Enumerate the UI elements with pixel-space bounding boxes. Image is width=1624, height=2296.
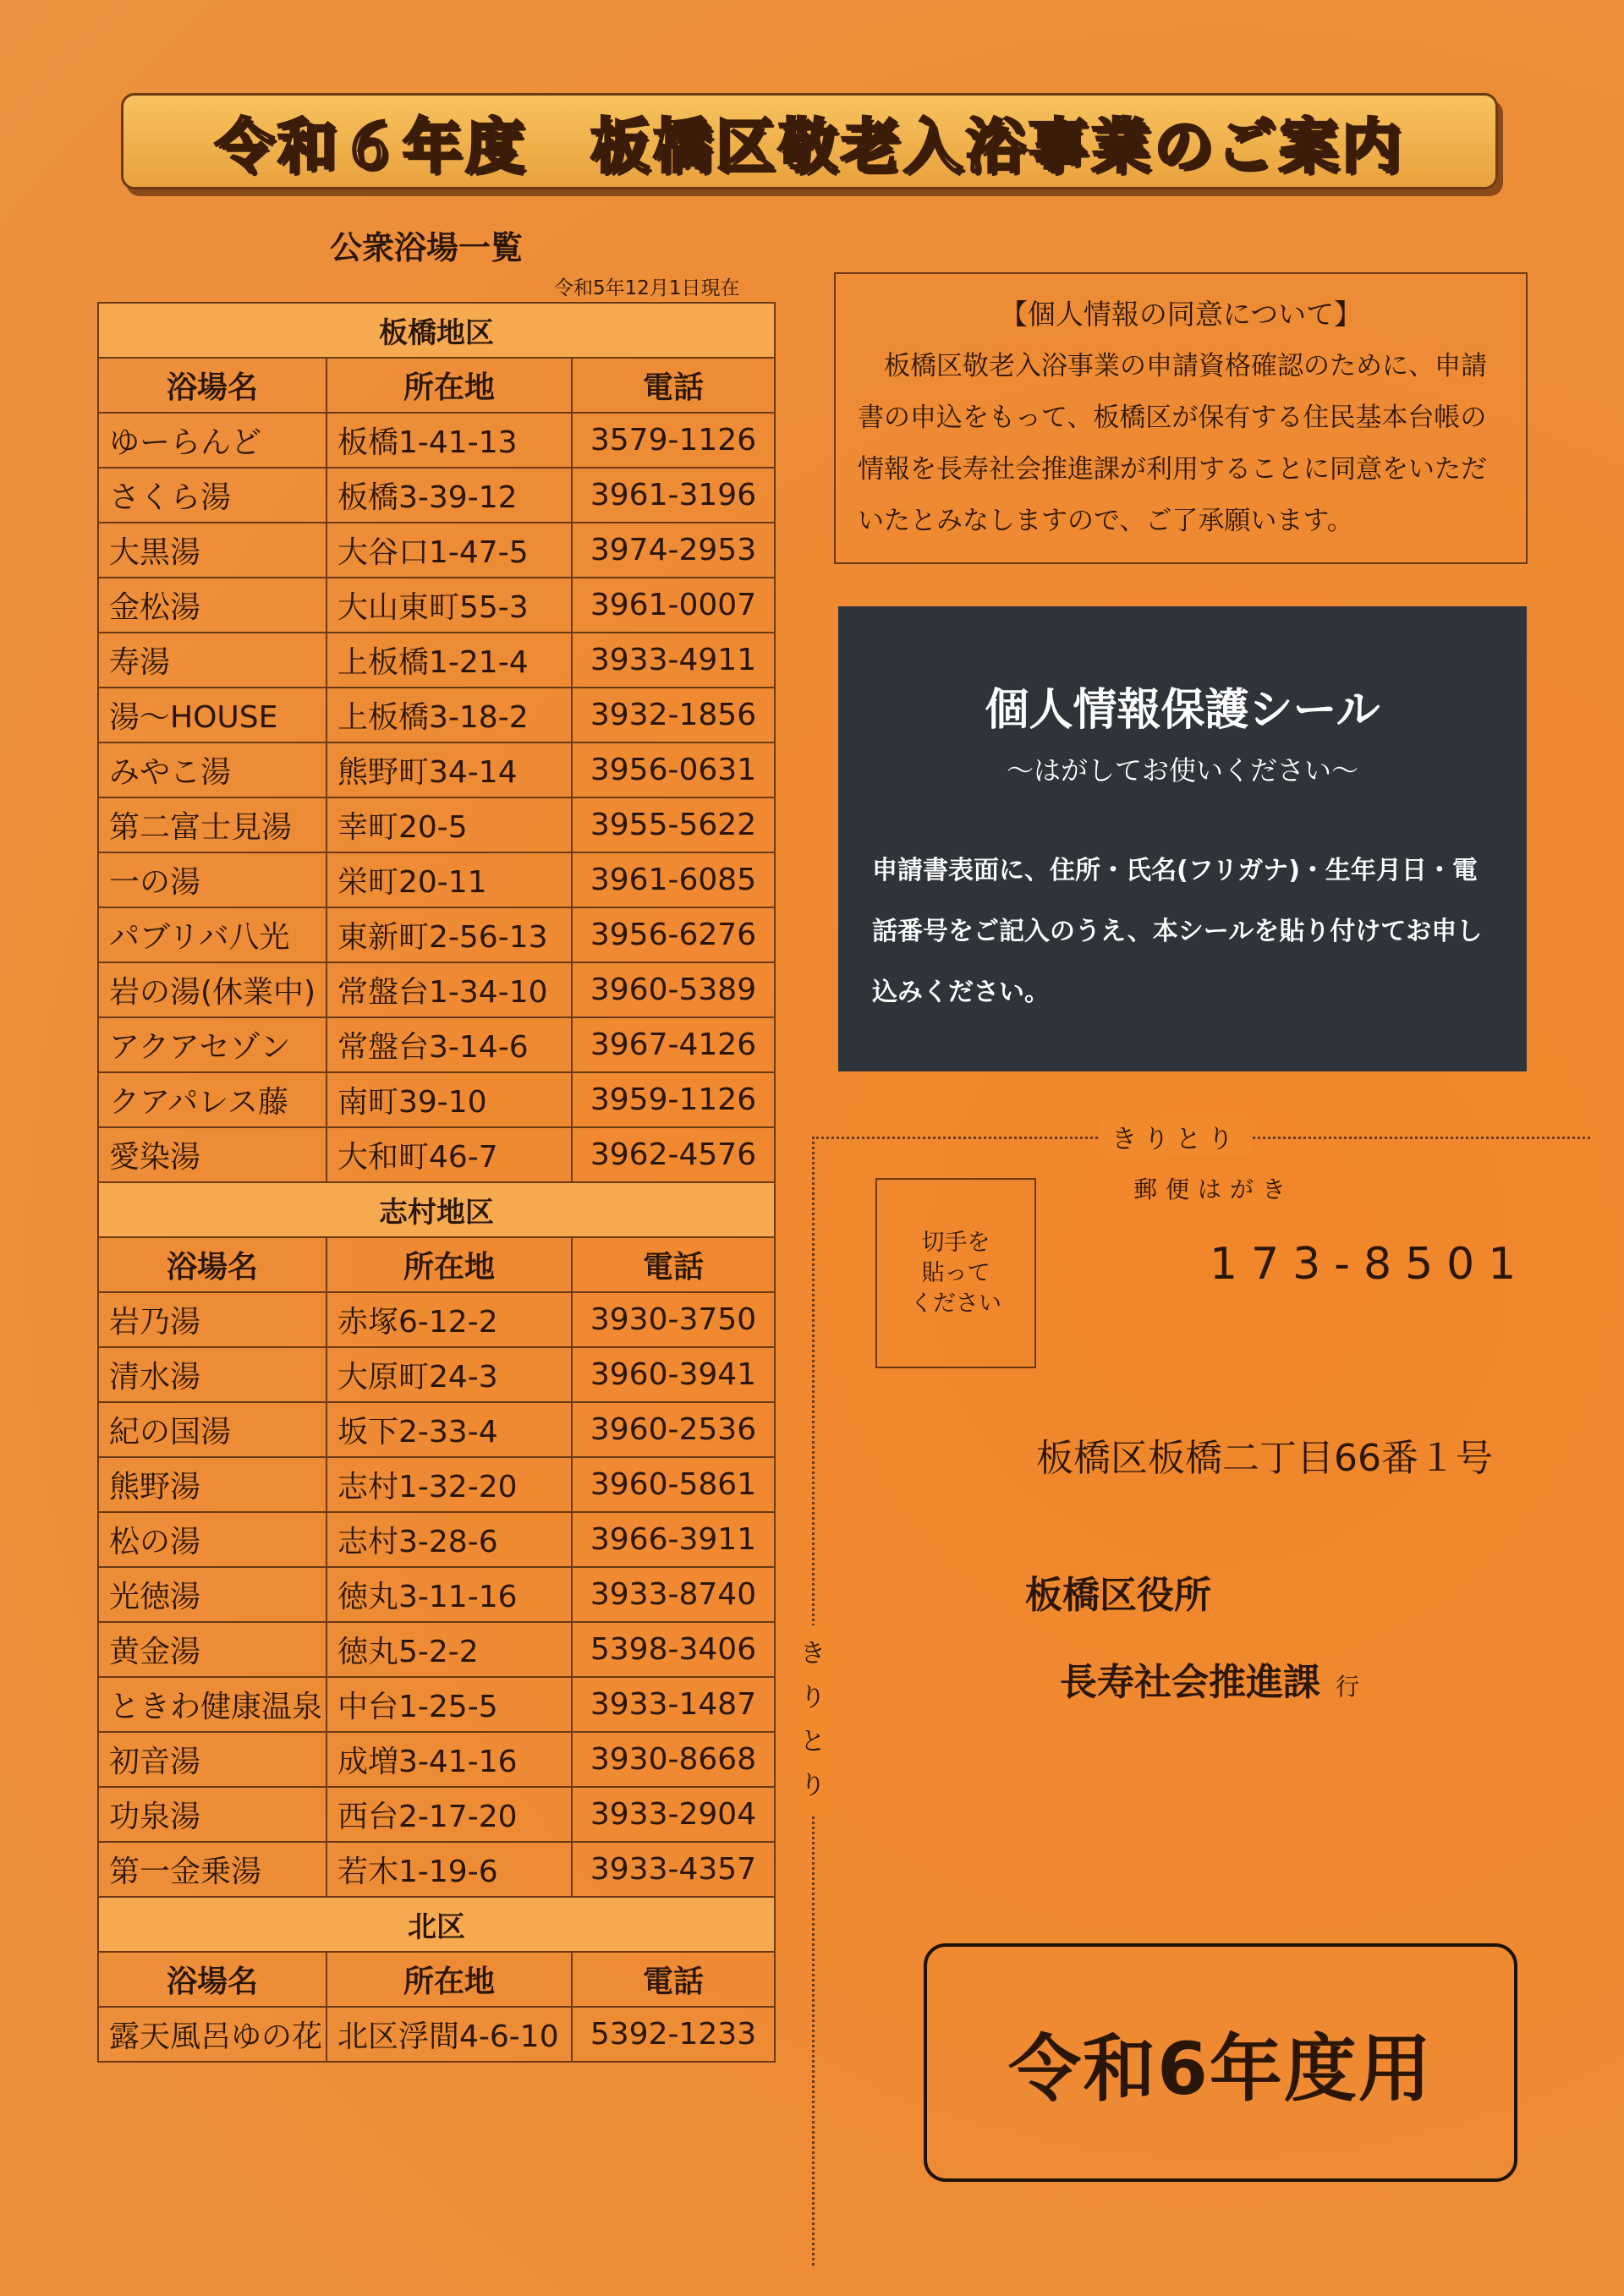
table-row (98, 1457, 775, 1512)
bathhouse-address: 南町39-10 (326, 1072, 572, 1127)
bathhouse-name: 清水湯 (98, 1347, 326, 1402)
bathhouse-phone: 3930-3750 (572, 1292, 775, 1347)
bathhouse-name: ときわ健康温泉 (98, 1677, 326, 1732)
bathhouse-name: 第二富士見湯 (98, 797, 326, 852)
table-row (98, 1347, 775, 1402)
bathhouse-phone: 3960-3941 (572, 1347, 775, 1402)
bathhouse-table (97, 302, 776, 2063)
bathhouse-address: 中台1-25-5 (326, 1677, 572, 1732)
table-row (98, 1622, 775, 1677)
bathhouse-address: 常盤台1-34-10 (326, 962, 572, 1017)
bathhouse-phone: 3956-6276 (572, 907, 775, 962)
bathhouse-address: 坂下2-33-4 (326, 1402, 572, 1457)
section-name: 志村地区 (98, 1182, 775, 1237)
bathhouse-phone: 3967-4126 (572, 1017, 775, 1072)
consent-notice (834, 272, 1528, 564)
year-badge (924, 1943, 1517, 2182)
column-header-row (98, 1237, 775, 1292)
section-header (98, 1897, 775, 1952)
bathhouse-address: 常盤台3-14-6 (326, 1017, 572, 1072)
table-row (98, 1677, 775, 1732)
consent-title: 【個人情報の同意について】 (999, 298, 1363, 331)
column-header: 電話 (572, 1237, 775, 1292)
bathhouse-name: パブリバ八光 (98, 907, 326, 962)
column-header: 所在地 (326, 1952, 572, 2007)
bathhouse-name: 功泉湯 (98, 1787, 326, 1842)
table-row (98, 688, 775, 743)
bathhouse-phone: 5398-3406 (572, 1622, 775, 1677)
table-row (98, 1402, 775, 1457)
bathhouse-name: クアパレス藤 (98, 1072, 326, 1127)
bathhouse-name: 岩乃湯 (98, 1292, 326, 1347)
bathhouse-address: 大山東町55-3 (326, 578, 572, 633)
table-row (98, 743, 775, 797)
bathhouse-phone: 3961-0007 (572, 578, 775, 633)
bathhouse-address: 栄町20-11 (326, 852, 572, 907)
bathhouse-phone: 3966-3911 (572, 1512, 775, 1567)
bathhouse-address: 志村3-28-6 (326, 1512, 572, 1567)
year-label: 令和6年度用 (1008, 2027, 1433, 2112)
bathhouse-address: 徳丸3-11-16 (326, 1567, 572, 1622)
bathhouse-phone: 3933-1487 (572, 1677, 775, 1732)
bathhouse-address: 上板橋3-18-2 (326, 688, 572, 743)
bathhouse-address: 徳丸5-2-2 (326, 1622, 572, 1677)
column-header: 所在地 (326, 358, 572, 413)
recipient-office: 板橋区役所 (1025, 1574, 1211, 1617)
bathhouse-address: 上板橋1-21-4 (326, 633, 572, 688)
column-header: 浴場名 (98, 1237, 326, 1292)
column-header: 浴場名 (98, 1952, 326, 2007)
column-header: 浴場名 (98, 358, 326, 413)
bathhouse-phone: 5392-1233 (572, 2007, 775, 2062)
bath-list-heading: 公衆浴場一覧 (330, 229, 524, 266)
table-row (98, 1512, 775, 1567)
bathhouse-name: 熊野湯 (98, 1457, 326, 1512)
cut-label-horizontal: きりとり (1100, 1118, 1252, 1155)
bathhouse-address: 志村1-32-20 (326, 1457, 572, 1512)
bathhouse-phone: 3932-1856 (572, 688, 775, 743)
section-name: 北区 (98, 1897, 775, 1952)
bathhouse-phone: 3974-2953 (572, 523, 775, 578)
column-header: 所在地 (326, 1237, 572, 1292)
table-row (98, 907, 775, 962)
bathhouse-phone: 3960-2536 (572, 1402, 775, 1457)
bathhouse-name: 松の湯 (98, 1512, 326, 1567)
table-row (98, 633, 775, 688)
table-row (98, 962, 775, 1017)
bathhouse-name: 露天風呂ゆの花 (98, 2007, 326, 2062)
bathhouse-phone: 3961-3196 (572, 468, 775, 523)
bathhouse-phone: 3959-1126 (572, 1072, 775, 1127)
bathhouse-phone: 3961-6085 (572, 852, 775, 907)
bathhouse-phone: 3933-4911 (572, 633, 775, 688)
bathhouse-phone: 3962-4576 (572, 1127, 775, 1182)
bathhouse-phone: 3933-4357 (572, 1842, 775, 1897)
section-header (98, 1182, 775, 1237)
recipient-department (1060, 1652, 1359, 1706)
bathhouse-phone: 3579-1126 (572, 413, 775, 468)
bathhouse-address: 板橋1-41-13 (326, 413, 572, 468)
bathhouse-name: 初音湯 (98, 1732, 326, 1787)
bathhouse-name: みやこ湯 (98, 743, 326, 797)
stamp-box (875, 1178, 1036, 1368)
bathhouse-name: 第一金乗湯 (98, 1842, 326, 1897)
table-row (98, 1292, 775, 1347)
honorific: 行 (1336, 1673, 1360, 1701)
recipient-address: 板橋区板橋二丁目66番１号 (1036, 1437, 1493, 1480)
column-header: 電話 (572, 1952, 775, 2007)
bathhouse-address: 成増3-41-16 (326, 1732, 572, 1787)
bathhouse-name: 岩の湯(休業中) (98, 962, 326, 1017)
as-of-date: 令和5年12月1日現在 (554, 277, 740, 299)
bathhouse-address: 大和町46-7 (326, 1127, 572, 1182)
page-title: 令和６年度 板橋区敬老入浴事業のご案内 (215, 111, 1404, 181)
table-row (98, 1017, 775, 1072)
bathhouse-name: 湯～HOUSE (98, 688, 326, 743)
bathhouse-address: 赤塚6-12-2 (326, 1292, 572, 1347)
bathhouse-phone: 3956-0631 (572, 743, 775, 797)
table-row (98, 468, 775, 523)
bathhouse-address: 熊野町34-14 (326, 743, 572, 797)
bathhouse-phone: 3933-2904 (572, 1787, 775, 1842)
bathhouse-name: 大黒湯 (98, 523, 326, 578)
bathhouse-phone: 3955-5622 (572, 797, 775, 852)
bathhouse-address: 幸町20-5 (326, 797, 572, 852)
cut-label-vertical: き り と り (798, 1625, 828, 1815)
section-header (98, 303, 775, 358)
bathhouse-address: 若木1-19-6 (326, 1842, 572, 1897)
table-row (98, 1842, 775, 1897)
privacy-seal[interactable] (838, 606, 1527, 1071)
bathhouse-phone: 3960-5389 (572, 962, 775, 1017)
table-row (98, 852, 775, 907)
bathhouse-phone: 3933-8740 (572, 1567, 775, 1622)
bathhouse-name: アクアセゾン (98, 1017, 326, 1072)
department-name: 長寿社会推進課 (1060, 1661, 1320, 1704)
bathhouse-name: 一の湯 (98, 852, 326, 907)
bathhouse-address: 大原町24-3 (326, 1347, 572, 1402)
column-header-row (98, 1952, 775, 2007)
bathhouse-address: 東新町2-56-13 (326, 907, 572, 962)
table-row (98, 1732, 775, 1787)
bathhouse-address: 北区浮間4-6-10 (326, 2007, 572, 2062)
bathhouse-name: ゆーらんど (98, 413, 326, 468)
consent-body: 板橋区敬老入浴事業の申請資格確認のために、申請書の申込をもって、板橋区が保有する住民基本台帳の情報を長寿社会推進課が利用することに同意をいただいたとみなしますので、ご了承願います。 (858, 351, 1487, 536)
table-row (98, 1567, 775, 1622)
table-row (98, 1127, 775, 1182)
seal-subtitle: ～はがしてお使いください～ (1006, 754, 1358, 786)
bathhouse-name: 紀の国湯 (98, 1402, 326, 1457)
column-header: 電話 (572, 358, 775, 413)
table-row (98, 1787, 775, 1842)
stamp-text: 切手を 貼って ください (910, 1229, 1001, 1317)
bathhouse-name: 光徳湯 (98, 1567, 326, 1622)
column-header-row (98, 358, 775, 413)
postal-code: 173-8501 (1210, 1239, 1530, 1290)
bathhouse-address: 西台2-17-20 (326, 1787, 572, 1842)
table-row (98, 2007, 775, 2062)
bathhouse-phone: 3930-8668 (572, 1732, 775, 1787)
bathhouse-address: 大谷口1-47-5 (326, 523, 572, 578)
seal-instructions: 申請書表面に、住所・氏名(フリガナ)・生年月日・電話番号をご記入のうえ、本シールを貼り付けてお申し込みください。 (872, 856, 1483, 1007)
bathhouse-phone: 3960-5861 (572, 1457, 775, 1512)
bathhouse-name: 寿湯 (98, 633, 326, 688)
table-row (98, 1072, 775, 1127)
postcard-label: 郵便はがき (1133, 1175, 1295, 1203)
table-row (98, 523, 775, 578)
bathhouse-name: 黄金湯 (98, 1622, 326, 1677)
table-row (98, 578, 775, 633)
seal-title: 個人情報保護シール (985, 685, 1380, 736)
bathhouse-address: 板橋3-39-12 (326, 468, 572, 523)
bathhouse-name: 金松湯 (98, 578, 326, 633)
bathhouse-name: 愛染湯 (98, 1127, 326, 1182)
table-row (98, 413, 775, 468)
title-banner (121, 93, 1498, 189)
table-row (98, 797, 775, 852)
bathhouse-name: さくら湯 (98, 468, 326, 523)
section-name: 板橋地区 (98, 303, 775, 358)
